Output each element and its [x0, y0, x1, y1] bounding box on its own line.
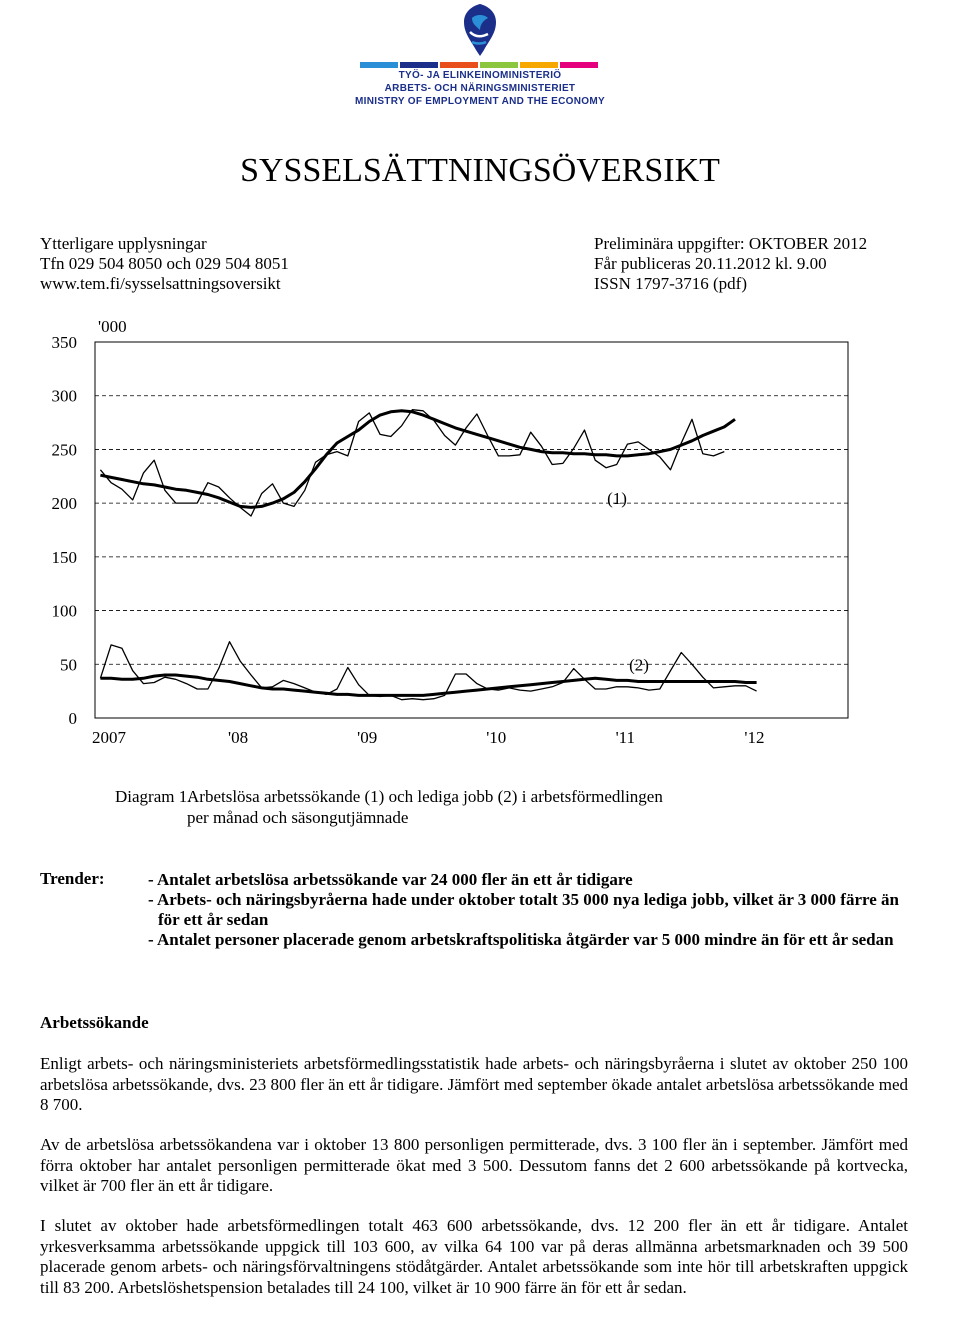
y-tick-label: 300: [51, 386, 77, 406]
annotation-series-2: (2): [629, 655, 649, 675]
x-tick-label: '12: [744, 728, 765, 747]
y-tick-label: 250: [51, 440, 77, 460]
logo-text-english: MINISTRY OF EMPLOYMENT AND THE ECONOMY: [355, 96, 605, 107]
series-line-3: [100, 642, 756, 700]
contact-url[interactable]: [40, 274, 281, 294]
y-unit-label: '000: [98, 317, 127, 336]
logo-stripe-segment: [400, 62, 438, 68]
x-tick-label: '08: [228, 728, 249, 747]
caption-line-2: per månad och säsongutjämnade: [187, 808, 409, 827]
lion-emblem-icon: [458, 2, 502, 58]
issn: ISSN 1797-3716 (pdf): [594, 274, 747, 293]
paragraph: Enligt arbets- och näringsministeriets arbetsförmedlingsstatistik hade arbets- och näringsbyråerna i slutet av oktober 250 100 arbetslösa arbetssökande, dvs. 23 800 fler än ett år tidigare. Jämfört med september ökade antalet arbetslösa arbetssökande med 8 700.: [40, 1054, 908, 1114]
trend-item: - Antalet arbetslösa arbetssökande var 24 000 fler än ett år tidigare: [148, 870, 633, 889]
y-tick-label: 350: [51, 333, 77, 352]
contact-heading: Ytterligare upplysningar: [40, 234, 207, 253]
trend-item: - Antalet personer placerade genom arbetskraftspolitiska åtgärder var 5 000 mindre än för ett år sedan: [148, 930, 894, 949]
logo-stripe-segment: [440, 62, 478, 68]
x-tick-label: '11: [615, 728, 636, 747]
page-title: SYSSELSÄTTNINGSÖVERSIKT: [240, 152, 720, 189]
logo-text-finnish: TYÖ- JA ELINKEINOMINISTERIÖ: [398, 70, 562, 81]
logo-text-swedish: ARBETS- OCH NÄRINGSMINISTERIET: [384, 83, 576, 94]
publish-time: Får publiceras 20.11.2012 kl. 9.00: [594, 254, 827, 273]
ministry-logo: [340, 2, 620, 108]
x-tick-label: '09: [357, 728, 378, 747]
logo-stripe-segment: [560, 62, 598, 68]
series-line-2: [100, 411, 735, 508]
y-tick-label: 200: [51, 494, 77, 514]
paragraph: I slutet av oktober hade arbetsförmedlingen totalt 463 600 arbetssökande, dvs. 12 200 fler än ett år tidigare. Antalet yrkesverksamma arbetssökande uppgick till 103 600, av vilka 64 100 var på deras allmänna arbetsmarknaden och 39 500 placerade genom arbets- och näringsförvaltningens stödåtgärder. Antalet arbetssökande som inte hör till arbetskraften uppgick till 83 200. Arbetslöshetspension betalades till 24 100, vilket är 10 900 färre än för ett år sedan.: [40, 1216, 908, 1297]
chart-diagram-1: [0, 310, 960, 760]
y-tick-label: 150: [51, 547, 77, 567]
logo-stripe-segment: [520, 62, 558, 68]
caption-line-1: Arbetslösa arbetssökande (1) och lediga jobb (2) i arbetsförmedlingen: [187, 787, 663, 806]
series-line-1: [100, 410, 724, 516]
section-heading: Arbetssökande: [40, 1013, 149, 1032]
paragraph: Av de arbetslösa arbetssökandena var i oktober 13 800 personligen permitterade, dvs. 3 100 fler än i september. Jämfört med förra oktober har antalet personligen permitterade ökat med 3 500. Dessutom fanns det 2 600 arbetssökande på kortvecka, vilket är 700 fler än ett år tidigare.: [40, 1135, 908, 1195]
trends-list: [148, 870, 908, 950]
series-line-4: [100, 675, 756, 695]
annotation-series-1: (1): [607, 488, 627, 508]
x-tick-label: 2007: [92, 728, 126, 747]
logo-stripe-segment: [480, 62, 518, 68]
trend-item: - Arbets- och näringsbyråerna hade under oktober totalt 35 000 nya lediga jobb, vilket är 3 000 färre än för ett år sedan: [148, 890, 899, 929]
trends-label: Trender:: [40, 869, 105, 888]
x-tick-label: '10: [486, 728, 507, 747]
plot-frame: [95, 342, 848, 718]
y-tick-label: 50: [60, 655, 77, 675]
y-tick-label: 100: [51, 601, 77, 621]
logo-stripe-segment: [360, 62, 398, 68]
caption-label: Diagram 1.: [115, 787, 192, 806]
contact-phone: Tfn 029 504 8050 och 029 504 8051: [40, 254, 289, 273]
release-status: Preliminära uppgifter: OKTOBER 2012: [594, 234, 868, 253]
contact-url-text[interactable]: www.tem.fi/sysselsattningsoversikt: [40, 274, 281, 293]
y-tick-label: 0: [68, 709, 77, 728]
